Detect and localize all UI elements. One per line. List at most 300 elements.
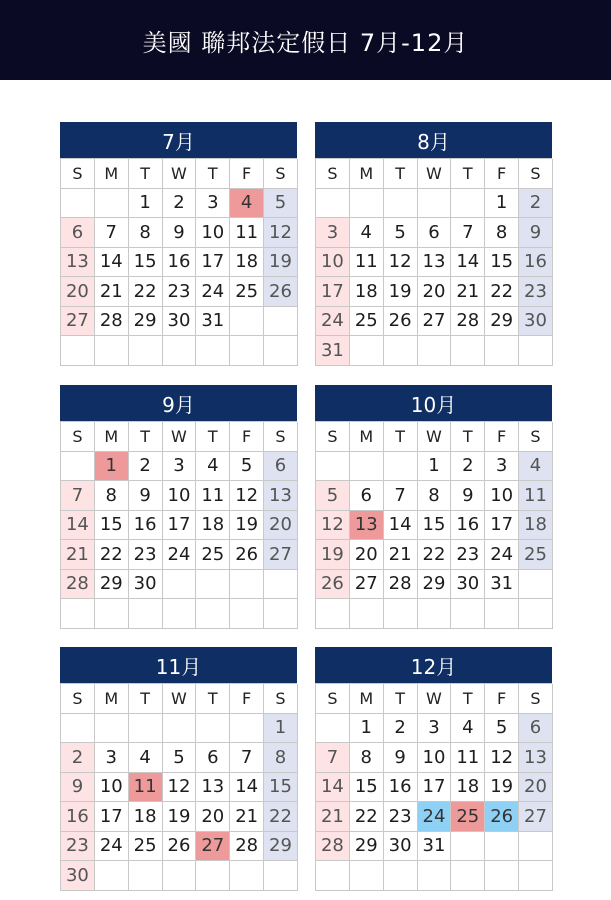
day-cell: 12 [264, 218, 298, 248]
day-cell: 25 [350, 307, 384, 337]
day-cell: 22 [418, 540, 452, 570]
month-grid [315, 421, 552, 629]
weekday-header: F [485, 422, 519, 452]
day-cell: 9 [163, 218, 197, 248]
empty-cell [264, 599, 298, 629]
weekday-header: W [418, 159, 452, 189]
empty-cell [316, 452, 350, 482]
day-cell: 2 [451, 452, 485, 482]
day-cell: 26 [485, 802, 519, 832]
day-cell: 4 [196, 452, 230, 482]
day-cell: 3 [418, 714, 452, 744]
day-cell: 11 [196, 481, 230, 511]
day-cell: 6 [519, 714, 553, 744]
day-cell: 26 [384, 307, 418, 337]
day-cell: 7 [61, 481, 95, 511]
day-cell: 14 [61, 511, 95, 541]
empty-cell [384, 189, 418, 219]
day-cell: 19 [316, 540, 350, 570]
weekday-header: S [61, 422, 95, 452]
empty-cell [230, 307, 264, 337]
day-cell: 28 [384, 570, 418, 600]
day-cell: 23 [129, 540, 163, 570]
day-cell: 28 [230, 832, 264, 862]
day-cell: 21 [384, 540, 418, 570]
day-cell: 11 [519, 481, 553, 511]
day-cell: 22 [264, 802, 298, 832]
empty-cell [264, 861, 298, 891]
day-cell: 23 [163, 277, 197, 307]
empty-cell [384, 452, 418, 482]
day-cell: 29 [95, 570, 129, 600]
day-cell: 19 [485, 773, 519, 803]
month-calendar [60, 647, 297, 891]
day-cell: 20 [61, 277, 95, 307]
day-cell: 26 [264, 277, 298, 307]
day-cell: 9 [129, 481, 163, 511]
weekday-header: W [418, 422, 452, 452]
day-cell: 18 [230, 248, 264, 278]
weekday-header: T [384, 422, 418, 452]
weekday-header: T [384, 684, 418, 714]
month-title: 8月 [315, 122, 552, 158]
day-cell: 5 [316, 481, 350, 511]
day-cell: 13 [196, 773, 230, 803]
day-cell: 15 [95, 511, 129, 541]
day-cell: 8 [418, 481, 452, 511]
empty-cell [519, 570, 553, 600]
day-cell: 14 [384, 511, 418, 541]
day-cell: 17 [95, 802, 129, 832]
weekday-header: S [61, 159, 95, 189]
day-cell: 15 [485, 248, 519, 278]
day-cell: 2 [61, 743, 95, 773]
month-title: 9月 [60, 385, 297, 421]
month-calendar [315, 122, 552, 366]
empty-cell [230, 570, 264, 600]
day-cell: 11 [350, 248, 384, 278]
day-cell: 20 [264, 511, 298, 541]
day-cell: 12 [230, 481, 264, 511]
empty-cell [61, 599, 95, 629]
day-cell: 16 [129, 511, 163, 541]
day-cell: 28 [95, 307, 129, 337]
day-cell: 8 [485, 218, 519, 248]
day-cell: 29 [418, 570, 452, 600]
day-cell: 21 [451, 277, 485, 307]
day-cell: 14 [316, 773, 350, 803]
day-cell: 13 [61, 248, 95, 278]
day-cell: 27 [61, 307, 95, 337]
weekday-header: W [163, 684, 197, 714]
day-cell: 14 [230, 773, 264, 803]
empty-cell [61, 452, 95, 482]
weekday-header: T [129, 422, 163, 452]
empty-cell [61, 336, 95, 366]
weekday-header: S [519, 159, 553, 189]
weekday-header: W [418, 684, 452, 714]
day-cell: 31 [418, 832, 452, 862]
weekday-header: T [384, 159, 418, 189]
day-cell: 27 [264, 540, 298, 570]
day-cell: 12 [384, 248, 418, 278]
day-cell: 29 [129, 307, 163, 337]
empty-cell [485, 832, 519, 862]
empty-cell [451, 599, 485, 629]
day-cell: 16 [163, 248, 197, 278]
day-cell: 23 [519, 277, 553, 307]
empty-cell [519, 832, 553, 862]
day-cell: 13 [264, 481, 298, 511]
empty-cell [384, 861, 418, 891]
empty-cell [350, 189, 384, 219]
day-cell: 2 [129, 452, 163, 482]
day-cell: 28 [451, 307, 485, 337]
empty-cell [163, 599, 197, 629]
empty-cell [196, 861, 230, 891]
day-cell: 18 [350, 277, 384, 307]
empty-cell [95, 189, 129, 219]
day-cell: 21 [95, 277, 129, 307]
day-cell: 26 [316, 570, 350, 600]
day-cell: 27 [519, 802, 553, 832]
day-cell: 16 [384, 773, 418, 803]
empty-cell [129, 336, 163, 366]
month-grid [315, 158, 552, 366]
day-cell: 27 [196, 832, 230, 862]
day-cell: 24 [95, 832, 129, 862]
day-cell: 25 [519, 540, 553, 570]
day-cell: 2 [384, 714, 418, 744]
day-cell: 10 [485, 481, 519, 511]
day-cell: 19 [163, 802, 197, 832]
empty-cell [350, 336, 384, 366]
empty-cell [418, 599, 452, 629]
day-cell: 25 [451, 802, 485, 832]
day-cell: 26 [230, 540, 264, 570]
day-cell: 13 [519, 743, 553, 773]
weekday-header: S [264, 684, 298, 714]
month-title: 7月 [60, 122, 297, 158]
day-cell: 31 [196, 307, 230, 337]
empty-cell [451, 861, 485, 891]
day-cell: 12 [163, 773, 197, 803]
day-cell: 20 [196, 802, 230, 832]
day-cell: 6 [350, 481, 384, 511]
day-cell: 30 [61, 861, 95, 891]
empty-cell [519, 599, 553, 629]
weekday-header: T [196, 422, 230, 452]
day-cell: 1 [350, 714, 384, 744]
empty-cell [230, 714, 264, 744]
weekday-header: S [316, 422, 350, 452]
day-cell: 17 [485, 511, 519, 541]
day-cell: 10 [163, 481, 197, 511]
day-cell: 4 [129, 743, 163, 773]
weekday-header: S [316, 159, 350, 189]
weekday-header: T [196, 159, 230, 189]
day-cell: 25 [230, 277, 264, 307]
empty-cell [230, 599, 264, 629]
day-cell: 29 [350, 832, 384, 862]
day-cell: 24 [485, 540, 519, 570]
empty-cell [129, 599, 163, 629]
day-cell: 17 [316, 277, 350, 307]
empty-cell [264, 336, 298, 366]
day-cell: 29 [485, 307, 519, 337]
day-cell: 30 [519, 307, 553, 337]
weekday-header: F [485, 159, 519, 189]
day-cell: 7 [95, 218, 129, 248]
day-cell: 7 [384, 481, 418, 511]
day-cell: 2 [519, 189, 553, 219]
month-grid [60, 421, 297, 629]
day-cell: 10 [418, 743, 452, 773]
empty-cell [451, 189, 485, 219]
day-cell: 6 [418, 218, 452, 248]
empty-cell [95, 336, 129, 366]
weekday-header: S [264, 422, 298, 452]
empty-cell [418, 336, 452, 366]
empty-cell [316, 599, 350, 629]
weekday-header: S [519, 422, 553, 452]
day-cell: 9 [384, 743, 418, 773]
day-cell: 22 [485, 277, 519, 307]
weekday-header: T [129, 684, 163, 714]
weekday-header: S [519, 684, 553, 714]
empty-cell [418, 861, 452, 891]
day-cell: 8 [350, 743, 384, 773]
day-cell: 5 [384, 218, 418, 248]
weekday-header: M [350, 422, 384, 452]
empty-cell [350, 599, 384, 629]
empty-cell [350, 452, 384, 482]
day-cell: 31 [316, 336, 350, 366]
day-cell: 1 [95, 452, 129, 482]
weekday-header: S [264, 159, 298, 189]
month-title: 10月 [315, 385, 552, 421]
weekday-header: M [350, 159, 384, 189]
day-cell: 28 [316, 832, 350, 862]
weekday-header: T [451, 684, 485, 714]
empty-cell [485, 861, 519, 891]
weekday-header: S [316, 684, 350, 714]
day-cell: 22 [95, 540, 129, 570]
empty-cell [264, 570, 298, 600]
day-cell: 12 [485, 743, 519, 773]
day-cell: 19 [384, 277, 418, 307]
day-cell: 30 [384, 832, 418, 862]
day-cell: 19 [230, 511, 264, 541]
day-cell: 23 [61, 832, 95, 862]
empty-cell [95, 599, 129, 629]
day-cell: 7 [451, 218, 485, 248]
day-cell: 21 [230, 802, 264, 832]
day-cell: 16 [451, 511, 485, 541]
day-cell: 7 [316, 743, 350, 773]
empty-cell [95, 861, 129, 891]
day-cell: 24 [418, 802, 452, 832]
empty-cell [316, 189, 350, 219]
empty-cell [485, 336, 519, 366]
weekday-header: M [350, 684, 384, 714]
day-cell: 17 [163, 511, 197, 541]
day-cell: 6 [196, 743, 230, 773]
day-cell: 18 [451, 773, 485, 803]
day-cell: 3 [163, 452, 197, 482]
day-cell: 5 [163, 743, 197, 773]
empty-cell [95, 714, 129, 744]
weekday-header: M [95, 159, 129, 189]
day-cell: 1 [129, 189, 163, 219]
day-cell: 22 [129, 277, 163, 307]
weekday-header: T [129, 159, 163, 189]
day-cell: 8 [129, 218, 163, 248]
empty-cell [350, 861, 384, 891]
empty-cell [163, 861, 197, 891]
day-cell: 28 [61, 570, 95, 600]
weekday-header: T [196, 684, 230, 714]
day-cell: 7 [230, 743, 264, 773]
month-grid [60, 158, 297, 366]
month-calendar [315, 385, 552, 629]
day-cell: 6 [61, 218, 95, 248]
weekday-header: F [230, 684, 264, 714]
weekday-header: M [95, 684, 129, 714]
day-cell: 3 [316, 218, 350, 248]
weekday-header: F [230, 422, 264, 452]
day-cell: 21 [316, 802, 350, 832]
month-title: 11月 [60, 647, 297, 683]
day-cell: 12 [316, 511, 350, 541]
weekday-header: M [95, 422, 129, 452]
day-cell: 27 [350, 570, 384, 600]
day-cell: 24 [196, 277, 230, 307]
weekday-header: F [485, 684, 519, 714]
empty-cell [196, 336, 230, 366]
day-cell: 1 [264, 714, 298, 744]
day-cell: 2 [163, 189, 197, 219]
day-cell: 20 [418, 277, 452, 307]
day-cell: 26 [163, 832, 197, 862]
day-cell: 15 [129, 248, 163, 278]
day-cell: 5 [485, 714, 519, 744]
day-cell: 22 [350, 802, 384, 832]
month-calendar [60, 122, 297, 366]
day-cell: 1 [485, 189, 519, 219]
day-cell: 3 [196, 189, 230, 219]
empty-cell [129, 861, 163, 891]
month-grid [60, 683, 297, 891]
day-cell: 4 [519, 452, 553, 482]
day-cell: 18 [196, 511, 230, 541]
empty-cell [384, 599, 418, 629]
empty-cell [230, 336, 264, 366]
empty-cell [163, 714, 197, 744]
month-calendar [315, 647, 552, 891]
weekday-header: S [61, 684, 95, 714]
empty-cell [163, 336, 197, 366]
day-cell: 8 [264, 743, 298, 773]
empty-cell [519, 336, 553, 366]
day-cell: 16 [519, 248, 553, 278]
day-cell: 6 [264, 452, 298, 482]
day-cell: 13 [350, 511, 384, 541]
weekday-header: F [230, 159, 264, 189]
empty-cell [129, 714, 163, 744]
day-cell: 10 [196, 218, 230, 248]
day-cell: 17 [196, 248, 230, 278]
empty-cell [61, 189, 95, 219]
day-cell: 17 [418, 773, 452, 803]
day-cell: 4 [230, 189, 264, 219]
weekday-header: T [451, 422, 485, 452]
day-cell: 9 [451, 481, 485, 511]
day-cell: 15 [418, 511, 452, 541]
weekday-header: W [163, 422, 197, 452]
empty-cell [163, 570, 197, 600]
day-cell: 9 [519, 218, 553, 248]
day-cell: 15 [350, 773, 384, 803]
day-cell: 10 [316, 248, 350, 278]
day-cell: 18 [129, 802, 163, 832]
day-cell: 25 [196, 540, 230, 570]
day-cell: 16 [61, 802, 95, 832]
day-cell: 23 [384, 802, 418, 832]
day-cell: 4 [451, 714, 485, 744]
day-cell: 25 [129, 832, 163, 862]
day-cell: 31 [485, 570, 519, 600]
day-cell: 9 [61, 773, 95, 803]
empty-cell [316, 714, 350, 744]
day-cell: 23 [451, 540, 485, 570]
empty-cell [384, 336, 418, 366]
empty-cell [61, 714, 95, 744]
day-cell: 19 [264, 248, 298, 278]
empty-cell [196, 570, 230, 600]
day-cell: 14 [451, 248, 485, 278]
day-cell: 20 [519, 773, 553, 803]
day-cell: 14 [95, 248, 129, 278]
day-cell: 20 [350, 540, 384, 570]
day-cell: 24 [163, 540, 197, 570]
empty-cell [418, 189, 452, 219]
day-cell: 18 [519, 511, 553, 541]
day-cell: 30 [129, 570, 163, 600]
day-cell: 30 [163, 307, 197, 337]
day-cell: 5 [264, 189, 298, 219]
page-title: 美國 聯邦法定假日 7月-12月 [142, 28, 469, 57]
empty-cell [451, 336, 485, 366]
day-cell: 13 [418, 248, 452, 278]
empty-cell [485, 599, 519, 629]
day-cell: 10 [95, 773, 129, 803]
day-cell: 11 [129, 773, 163, 803]
empty-cell [196, 714, 230, 744]
day-cell: 8 [95, 481, 129, 511]
month-title: 12月 [315, 647, 552, 683]
empty-cell [316, 861, 350, 891]
day-cell: 3 [485, 452, 519, 482]
day-cell: 29 [264, 832, 298, 862]
day-cell: 15 [264, 773, 298, 803]
page-header [0, 0, 611, 80]
day-cell: 1 [418, 452, 452, 482]
empty-cell [196, 599, 230, 629]
month-grid [315, 683, 552, 891]
day-cell: 4 [350, 218, 384, 248]
day-cell: 3 [95, 743, 129, 773]
